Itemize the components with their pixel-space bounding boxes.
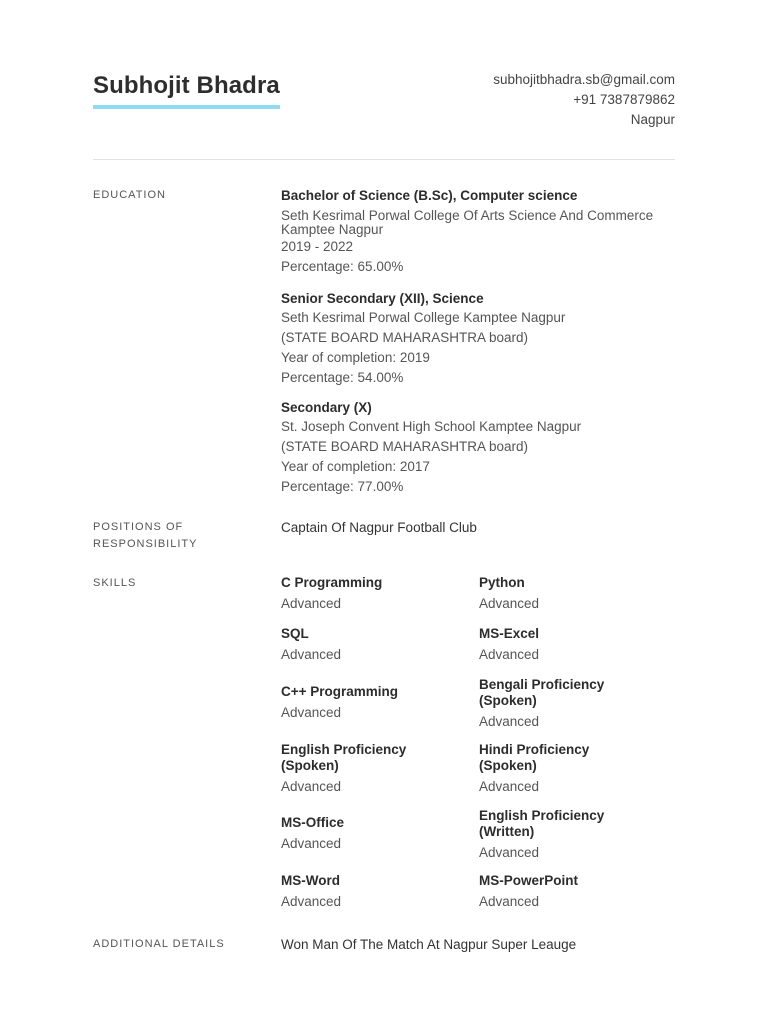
- skill-name: C++ Programming: [281, 684, 399, 699]
- skill-name: SQL: [281, 626, 309, 641]
- education-years: 2019 - 2022: [281, 239, 354, 254]
- education-entry: [281, 399, 681, 497]
- positions-label: [93, 519, 243, 553]
- positions-label-line2: RESPONSIBILITY: [93, 538, 198, 550]
- positions-body: [281, 519, 675, 536]
- education-percentage: Percentage: 54.00%: [281, 370, 404, 385]
- education-board: (STATE BOARD MAHARASHTRA board): [281, 330, 529, 345]
- skill-level: Advanced: [479, 894, 540, 909]
- skill-name-line1: English Proficiency: [281, 742, 407, 757]
- education-degree-title: Senior Secondary (XII), Science: [281, 291, 484, 306]
- skill-item: [479, 626, 659, 665]
- positions-label-line1: POSITIONS OF: [93, 521, 184, 533]
- skill-name: MS-PowerPoint: [479, 873, 579, 888]
- name-block: [93, 70, 280, 109]
- education-percentage: Percentage: 65.00%: [281, 259, 404, 274]
- position-text: Captain Of Nagpur Football Club: [281, 520, 477, 535]
- skill-level: Advanced: [479, 779, 540, 794]
- skill-item: [281, 626, 461, 665]
- education-degree-title: Secondary (X): [281, 400, 372, 415]
- skill-name-line1: English Proficiency: [479, 808, 605, 823]
- header-divider: [93, 159, 675, 160]
- education-institution: Seth Kesrimal Porwal College Of Arts Science And Commerce: [281, 208, 654, 223]
- education-completion-year: Year of completion: 2019: [281, 350, 430, 365]
- skill-name: C Programming: [281, 575, 383, 590]
- skill-item: [281, 575, 461, 614]
- skill-name-line2: (Spoken): [479, 693, 537, 708]
- education-institution-location: Kamptee Nagpur: [281, 222, 384, 237]
- education-completion-year: Year of completion: 2017: [281, 459, 430, 474]
- skills-label: SKILLS: [93, 577, 137, 589]
- skill-level: Advanced: [281, 647, 342, 662]
- skill-level: Advanced: [479, 647, 540, 662]
- skill-level: Advanced: [281, 705, 342, 720]
- email-text[interactable]: subhojitbhadra.sb@gmail.com: [493, 72, 675, 87]
- skill-name-line2: (Spoken): [281, 758, 339, 773]
- skill-level: Advanced: [479, 714, 540, 729]
- education-board: (STATE BOARD MAHARASHTRA board): [281, 439, 529, 454]
- education-institution: Seth Kesrimal Porwal College Kamptee Nagpur: [281, 310, 566, 325]
- contact-info: [493, 70, 675, 130]
- skill-level: Advanced: [281, 836, 342, 851]
- skill-item: [281, 742, 461, 797]
- skill-item: [479, 808, 659, 863]
- skill-name-line1: Bengali Proficiency: [479, 677, 605, 692]
- skill-level: Advanced: [281, 779, 342, 794]
- skill-item: [281, 873, 461, 912]
- additional-text: Won Man Of The Match At Nagpur Super Leauge: [281, 937, 577, 952]
- skill-name: MS-Office: [281, 815, 345, 830]
- skill-item: [479, 575, 659, 614]
- skill-item: [281, 684, 461, 723]
- education-institution: St. Joseph Convent High School Kamptee Nagpur: [281, 419, 582, 434]
- skill-item: [479, 742, 659, 797]
- additional-body: [281, 936, 675, 953]
- skill-name: Python: [479, 575, 525, 590]
- skill-name-line2: (Spoken): [479, 758, 537, 773]
- additional-label: ADDITIONAL DETAILS: [93, 938, 225, 950]
- location-text: Nagpur: [630, 112, 675, 127]
- skill-name-line2: (Written): [479, 824, 535, 839]
- skill-name-line1: Hindi Proficiency: [479, 742, 590, 757]
- skill-item: [479, 873, 659, 912]
- phone-text[interactable]: +91 7387879862: [573, 92, 675, 107]
- skill-item: [479, 677, 659, 732]
- resume-header: [93, 0, 675, 159]
- skill-level: Advanced: [281, 894, 342, 909]
- skill-level: Advanced: [479, 845, 540, 860]
- education-entry: [281, 290, 681, 388]
- candidate-name: Subhojit Bhadra: [93, 72, 280, 99]
- education-percentage: Percentage: 77.00%: [281, 479, 404, 494]
- skill-name: MS-Excel: [479, 626, 540, 641]
- education-label: EDUCATION: [93, 189, 166, 201]
- education-entry: [281, 187, 681, 277]
- education-degree-title: Bachelor of Science (B.Sc), Computer science: [281, 188, 578, 203]
- skill-level: Advanced: [479, 596, 540, 611]
- name-underline-accent: [93, 105, 280, 109]
- skill-item: [281, 815, 461, 854]
- skill-name: MS-Word: [281, 873, 340, 888]
- skill-level: Advanced: [281, 596, 342, 611]
